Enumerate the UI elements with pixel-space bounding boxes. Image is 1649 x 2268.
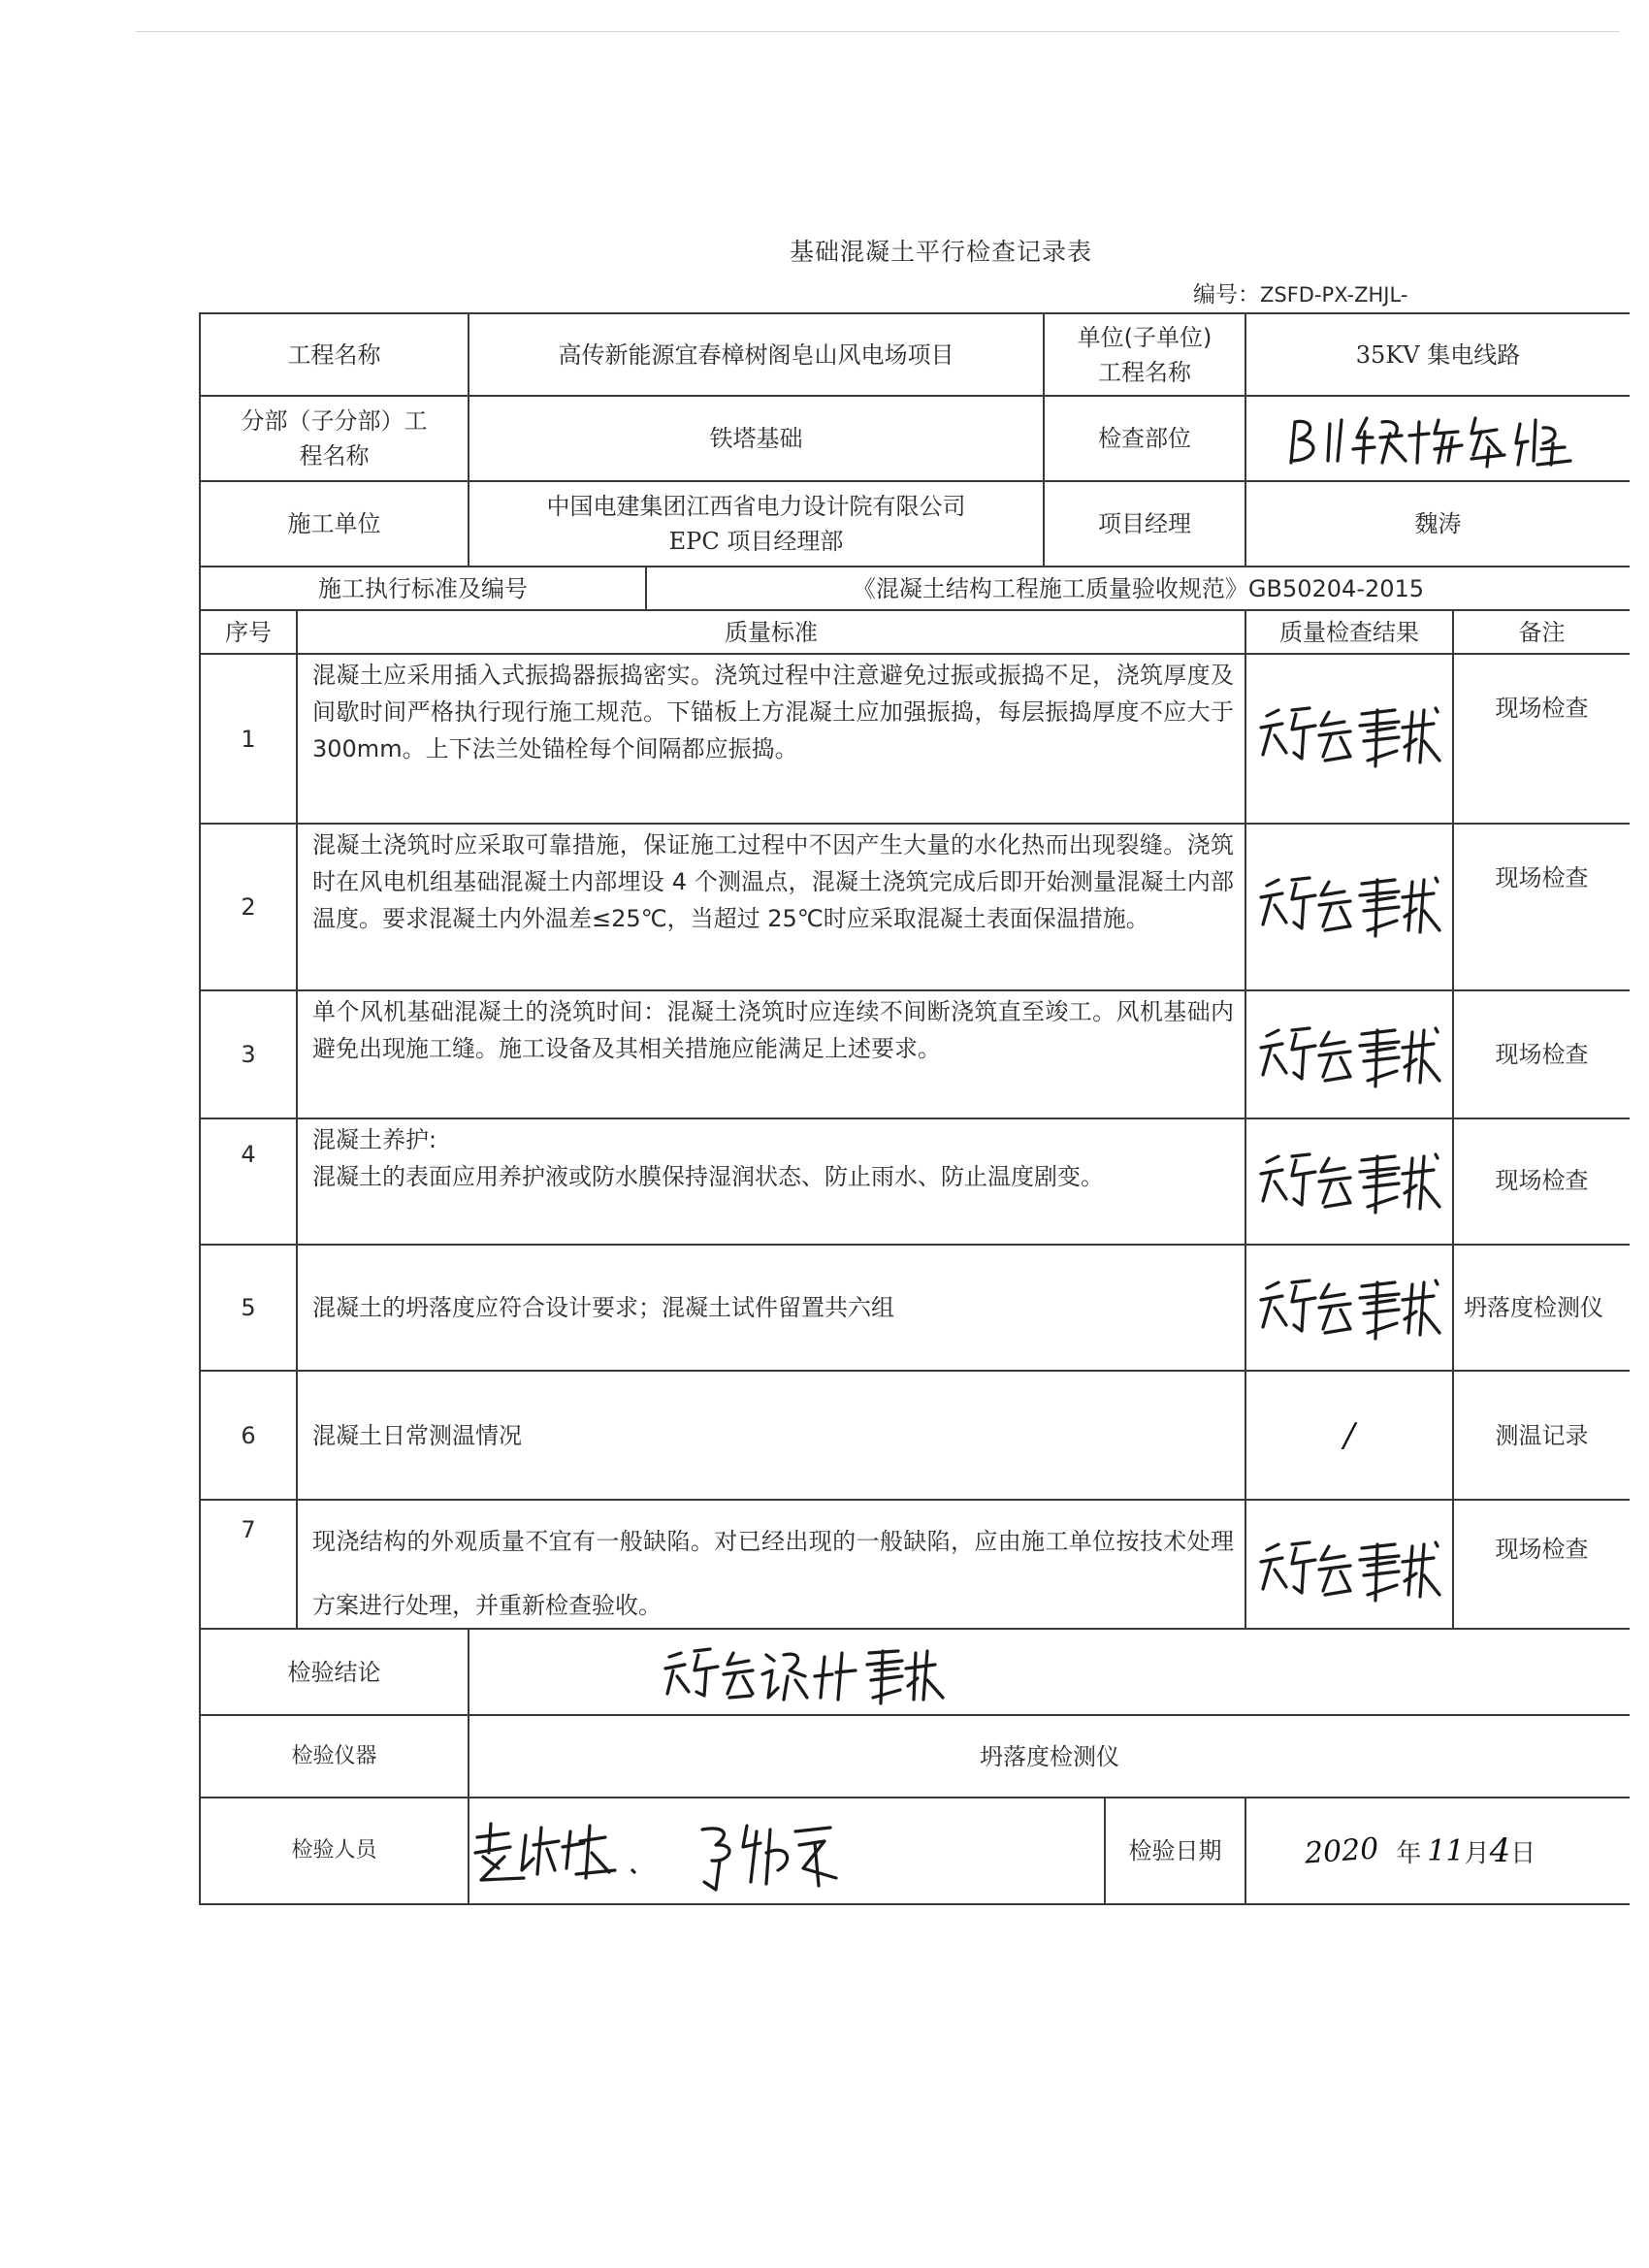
contractor-label: 施工单位 xyxy=(287,510,381,537)
row-standard-text: 混凝土浇筑时应采取可靠措施，保证施工过程中不因产生大量的水化热而出现裂缝。浇筑时在风电机组基础混凝土内部埋设 4 个测温点，混凝土浇筑完成后即开始测量混凝土内部温度。要求混凝土内外温差≤25℃，当超过 25℃时应采取混凝土表面保温措施。 xyxy=(312,831,1234,932)
row-number: 1 xyxy=(241,725,256,753)
date-month: 11 xyxy=(1427,1833,1465,1868)
inspector-signatures xyxy=(469,1814,877,1896)
inspection-date xyxy=(1246,1798,1630,1903)
row-standard-text: 混凝土日常测温情况 xyxy=(312,1421,522,1449)
row-number: 4 xyxy=(241,1141,256,1168)
col-header-standard: 质量标准 xyxy=(725,618,818,646)
result-handwriting xyxy=(1253,1533,1447,1610)
date-year-suffix: 年 xyxy=(1396,1838,1422,1868)
row-standard-text: 现浇结构的外观质量不宜有一般缺陷。对已经出现的一般缺陷，应由施工单位按技术处理方案进行处理，并重新检查验收。 xyxy=(312,1528,1234,1619)
row-number: 2 xyxy=(241,893,256,921)
project-name-value: 高传新能源宜春樟树阁皂山风电场项目 xyxy=(558,340,954,369)
row-standard-text: 单个风机基础混凝土的浇筑时间：混凝土浇筑时应连续不间断浇筑直至竣工。风机基础内避免出现施工缝。施工设备及其相关措施应能满足上述要求。 xyxy=(312,998,1234,1062)
subdivision-label xyxy=(201,397,468,480)
page-title: 基础混凝土平行检查记录表 xyxy=(789,238,1092,266)
inspect-part-handwriting xyxy=(1246,397,1630,480)
result-handwriting xyxy=(1253,1019,1447,1096)
result-handwriting xyxy=(1253,868,1447,946)
result-handwriting xyxy=(1253,1145,1447,1222)
col-header-result: 质量检查结果 xyxy=(1279,618,1419,646)
contractor-value xyxy=(469,482,1043,566)
contractor-line-1: 中国电建集团江西省电力设计院有限公司 xyxy=(546,493,966,520)
row-remark: 现场检查 xyxy=(1495,864,1589,891)
row-number: 6 xyxy=(241,1421,256,1449)
conclusion-handwriting xyxy=(660,1641,951,1709)
date-year: 2020 xyxy=(1303,1831,1380,1871)
project-name-label: 工程名称 xyxy=(287,340,381,369)
instrument-label: 检验仪器 xyxy=(291,1743,377,1768)
conclusion-label: 检验结论 xyxy=(287,1658,381,1686)
standard-value: 《混凝土结构工程施工质量验收规范》GB50204-2015 xyxy=(852,574,1425,602)
contractor-line-2: EPC 项目经理部 xyxy=(668,528,844,555)
conclusion-signature-image xyxy=(660,1641,951,1709)
document-number xyxy=(1193,276,1407,308)
row-standard-text: 混凝土的表面应用养护液或防水膜保持湿润状态、防止雨水、防止温度剧变。 xyxy=(312,1163,1104,1190)
date-month-suffix: 月 xyxy=(1464,1838,1490,1868)
row-remark: 现场检查 xyxy=(1495,695,1589,722)
subdivision-label-line-1: 分部（子分部）工 xyxy=(241,407,428,435)
result-signature-image xyxy=(1253,698,1447,776)
unit-label-line-2: 工程名称 xyxy=(1098,358,1191,386)
row-remark: 现场检查 xyxy=(1495,1536,1589,1563)
col-header-no: 序号 xyxy=(225,618,272,646)
row-remark: 坍落度检测仪 xyxy=(1464,1294,1603,1321)
row-result-slash: / xyxy=(1343,1415,1355,1455)
result-signature-image xyxy=(1253,1533,1447,1610)
row-standard-text: 混凝土的坍落度应符合设计要求；混凝土试件留置共六组 xyxy=(312,1294,894,1321)
inspector-label: 检验人员 xyxy=(291,1838,377,1863)
result-handwriting xyxy=(1253,1271,1447,1348)
row-number: 3 xyxy=(241,1041,256,1068)
row-standard-text: 混凝土应采用插入式振捣器振捣密实。浇筑过程中注意避免过振或振捣不足，浇筑厚度及间歇时间严格执行现行施工规范。下锚板上方混凝土应加强振捣，每层振捣厚度不应大于 300mm。上下法兰处锚栓每个间隔都应振捣。 xyxy=(312,662,1234,762)
inspect-part-signature-image xyxy=(1274,405,1603,472)
row-standard-heading: 混凝土养护: xyxy=(312,1126,437,1153)
result-signature-image xyxy=(1253,1019,1447,1096)
doc-no-value: ZSFD-PX-ZHJL- xyxy=(1260,283,1408,307)
instrument-value: 坍落度检测仪 xyxy=(980,1742,1119,1770)
result-signature-image xyxy=(1253,1271,1447,1348)
row-standard-text-block xyxy=(312,1121,1234,1195)
row-number: 7 xyxy=(241,1516,256,1543)
scan-edge-line xyxy=(136,31,1620,32)
date-day-suffix: 日 xyxy=(1510,1838,1536,1868)
result-signature-image xyxy=(1253,868,1447,946)
doc-no-label: 编号： xyxy=(1193,282,1260,308)
pm-label: 项目经理 xyxy=(1098,510,1191,537)
unit-label-line-1: 单位(子单位) xyxy=(1077,323,1212,351)
unit-label xyxy=(1045,314,1245,395)
unit-name-value: 35KV 集电线路 xyxy=(1355,340,1521,369)
subdivision-name-value: 铁塔基础 xyxy=(709,425,803,452)
row-remark: 现场检查 xyxy=(1495,1167,1589,1194)
inspector-signature-image xyxy=(469,1814,877,1896)
subdivision-label-line-2: 程名称 xyxy=(299,442,370,470)
row-number: 5 xyxy=(241,1294,256,1321)
date-day: 4 xyxy=(1489,1831,1511,1870)
standard-label: 施工执行标准及编号 xyxy=(318,574,528,602)
row-remark: 测温记录 xyxy=(1495,1421,1589,1449)
inspect-part-label: 检查部位 xyxy=(1098,425,1191,452)
col-header-remark: 备注 xyxy=(1518,618,1566,646)
row-remark: 现场检查 xyxy=(1495,1041,1589,1068)
result-signature-image xyxy=(1253,1145,1447,1222)
result-handwriting xyxy=(1253,698,1447,776)
pm-name: 魏涛 xyxy=(1414,510,1462,537)
date-label: 检验日期 xyxy=(1128,1837,1222,1864)
